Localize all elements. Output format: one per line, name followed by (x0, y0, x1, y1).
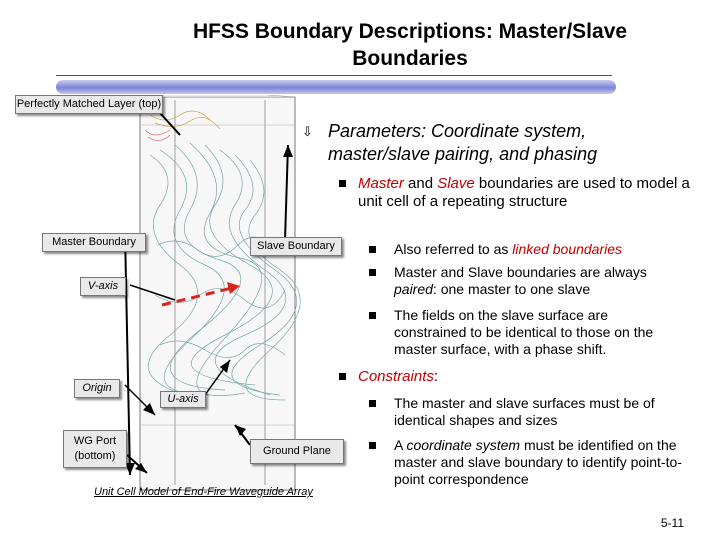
parameters-bullet: Parameters: Coordinate system, master/slave pairing, and phasing (328, 121, 598, 164)
coordinate-bullet (394, 437, 684, 488)
u-axis-callout: U-axis (160, 391, 206, 408)
master-boundary-callout: Master Boundary (42, 233, 146, 252)
paired-term: paired (394, 281, 433, 297)
ground-plane-callout: Ground Plane (250, 439, 344, 464)
slide-title (100, 18, 720, 72)
fields-bullet: The fields on the slave surface are constrained to be identical to those on the master surface, with a phase shift. (394, 307, 654, 357)
arrow-bullet-icon: ⇩ (302, 124, 313, 139)
square-bullet-icon (369, 312, 376, 319)
coord-pre: A (394, 437, 407, 453)
title-underline (56, 75, 612, 76)
square-bullet-icon (339, 373, 346, 380)
master-term: Master (358, 175, 404, 192)
and-text: and (403, 175, 438, 192)
shapes-bullet: The master and slave surfaces must be of identical shapes and sizes (394, 395, 655, 428)
square-bullet-icon (369, 246, 376, 253)
paired-bullet (394, 264, 684, 298)
wg-port-callout: WG Port (bottom) (63, 430, 127, 468)
paired-pre: Master and Slave boundaries are always (394, 264, 647, 280)
figure-caption: Unit Cell Model of End-Fire Waveguide Array (94, 486, 313, 498)
constraints-colon: : (433, 368, 439, 385)
slide-title-line2: Boundaries (352, 47, 468, 70)
coord-post: must be identified on the master and slave boundary to identify point-to-point correspondence (394, 437, 682, 487)
slide-title-line1: HFSS Boundary Descriptions: Master/Slave (192, 20, 628, 43)
square-bullet-icon (369, 269, 376, 276)
slave-boundary-callout: Slave Boundary (250, 237, 342, 256)
unit-cell-figure (0, 95, 355, 515)
paired-post: : one master to one slave (432, 281, 591, 297)
v-axis-callout: V-axis (80, 277, 126, 296)
square-bullet-icon (369, 400, 376, 407)
linked-pre: Also referred to as (394, 241, 513, 257)
linked-bullet (394, 241, 694, 258)
constraints-heading (358, 368, 658, 386)
master-slave-rest: boundaries are used to model a unit cell of a repeating structure (358, 175, 690, 210)
origin-callout: Origin (74, 379, 120, 398)
square-bullet-icon (369, 442, 376, 449)
master-slave-bullet (358, 175, 698, 211)
linked-term: linked boundaries (512, 241, 623, 257)
title-divider-bar (56, 80, 616, 94)
coord-term: coordinate system (406, 437, 521, 453)
page-number: 5-11 (660, 516, 684, 530)
constraints-term: Constraints (358, 368, 434, 385)
slave-term: Slave (437, 175, 475, 192)
pml-callout: Perfectly Matched Layer (top) (15, 95, 163, 114)
square-bullet-icon (339, 180, 346, 187)
